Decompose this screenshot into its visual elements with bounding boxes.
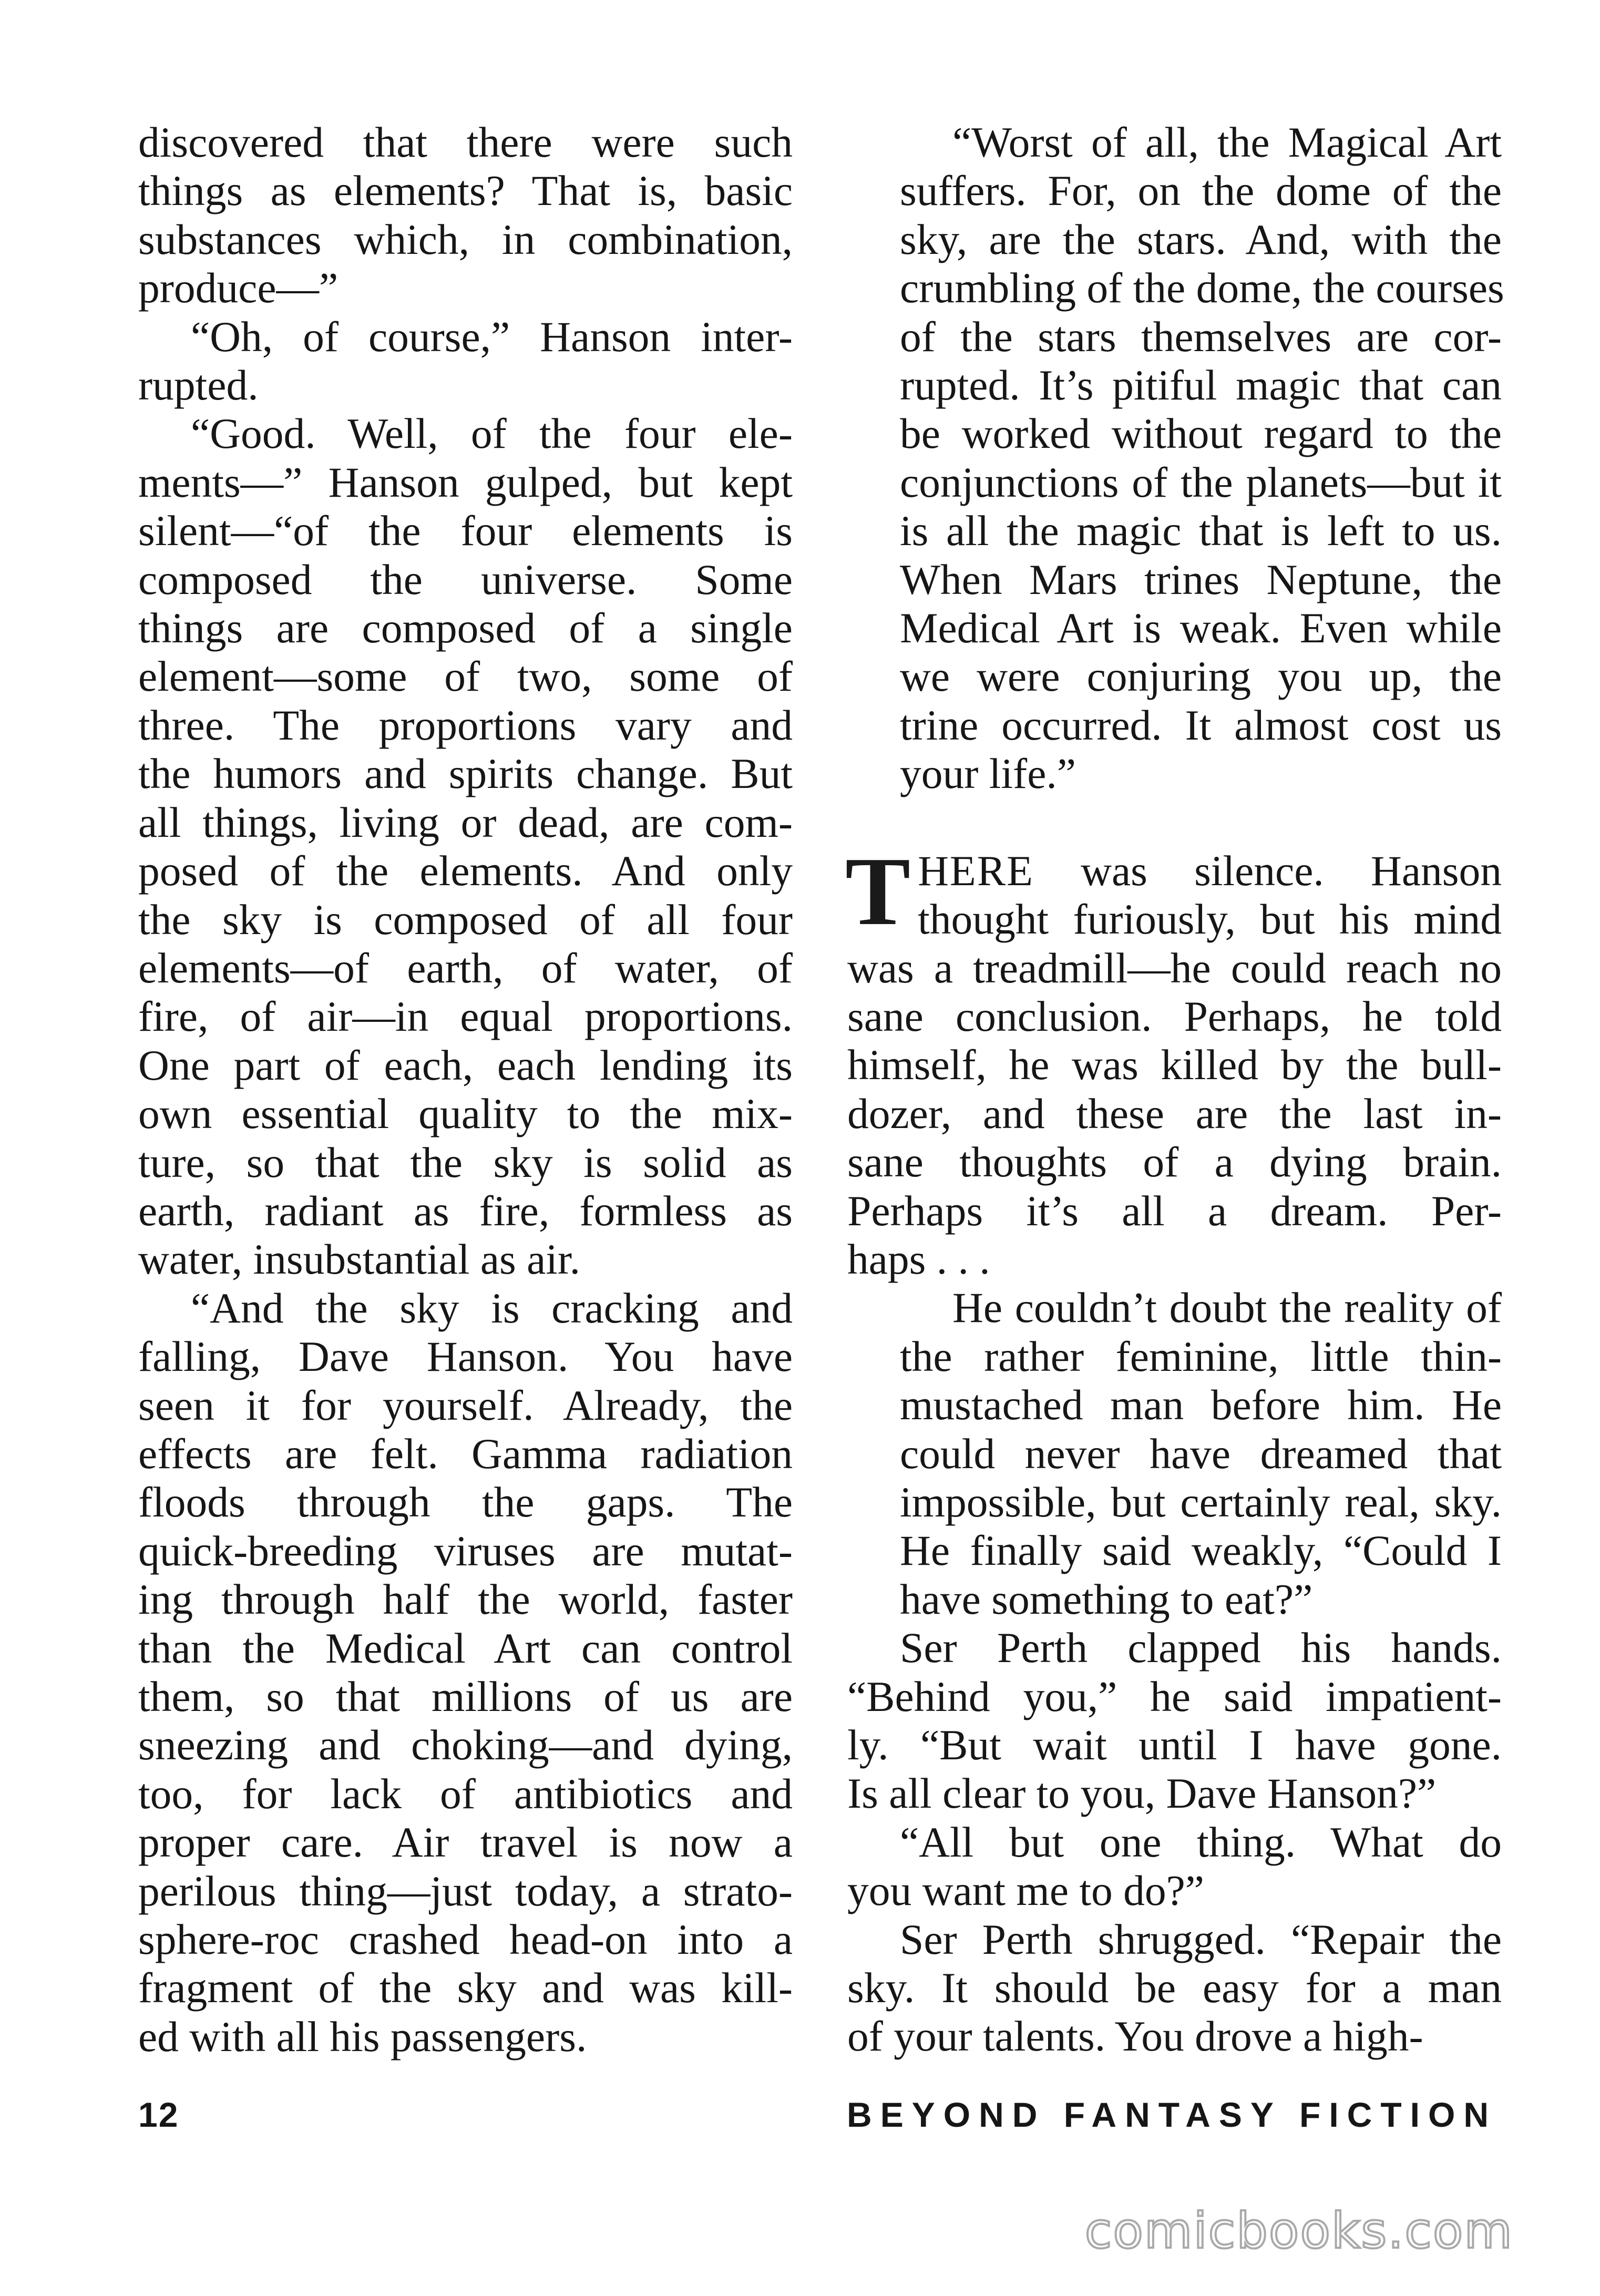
paragraph xyxy=(847,1284,1502,1624)
text-line: than the Medical Art can control xyxy=(138,1624,793,1672)
paragraph xyxy=(847,1818,1502,1915)
text-line: be worked without regard to the xyxy=(900,409,1502,458)
text-line: sphere-roc crashed head-on into a xyxy=(138,1915,793,1964)
text-line: sky. It should be easy for a man xyxy=(847,1964,1502,2012)
text-line: silent—“of the four elements is xyxy=(138,507,793,555)
text-line: effects are felt. Gamma radiation xyxy=(138,1429,793,1478)
text-line: He finally said weakly, “Could I xyxy=(900,1526,1502,1575)
text-line: the rather feminine, little thin- xyxy=(900,1332,1502,1380)
text-line: Ser Perth shrugged. “Repair the xyxy=(900,1915,1502,1963)
text-line xyxy=(847,847,1502,895)
text-line: perilous thing—just today, a strato- xyxy=(138,1867,793,1915)
text-line: Is all clear to you, Dave Hanson?” xyxy=(847,1769,1437,1818)
text-line: trine occurred. It almost cost us xyxy=(900,701,1502,749)
text-line: elements—of earth, of water, of xyxy=(138,944,793,992)
text-line: of the stars themselves are cor- xyxy=(900,312,1502,361)
text-line: earth, radiant as fire, formless as xyxy=(138,1186,793,1235)
right-text-column xyxy=(847,118,1502,2061)
text-line: seen it for yourself. Already, the xyxy=(138,1381,793,1429)
text-line: ture, so that the sky is solid as xyxy=(138,1138,793,1186)
text-line: He couldn’t doubt the reality of xyxy=(952,1284,1502,1332)
right-column-opening xyxy=(847,118,1502,798)
text-line: rupted. xyxy=(138,361,259,409)
text-line: himself, he was killed by the bull- xyxy=(847,1041,1502,1089)
text-line: mustached man before him. He xyxy=(900,1381,1502,1429)
text-line: One part of each, each lending its xyxy=(138,1041,793,1089)
paragraph xyxy=(847,1624,1502,1818)
text-line: discovered that there were such xyxy=(138,118,793,166)
text-line: ly. “But wait until I have gone. xyxy=(847,1721,1502,1769)
text-line: have something to eat?” xyxy=(900,1575,1313,1623)
text-line: Medical Art is weak. Even while xyxy=(900,604,1502,652)
section-opening-rest: was silence. Hanson xyxy=(1033,846,1502,895)
text-line: falling, Dave Hanson. You have xyxy=(138,1332,793,1381)
text-line: sane thoughts of a dying brain. xyxy=(847,1138,1502,1186)
text-line: sneezing and choking—and dying, xyxy=(138,1721,793,1769)
text-line: proper care. Air travel is now a xyxy=(138,1818,793,1867)
paragraph xyxy=(138,409,793,1284)
text-line: fire, of air—in equal proportions. xyxy=(138,992,793,1041)
text-line: sky, are the stars. And, with the xyxy=(900,215,1502,263)
text-line: posed of the elements. And only xyxy=(138,847,793,895)
right-column-continuation xyxy=(847,1284,1502,2061)
text-line: haps . . . xyxy=(847,1235,990,1283)
text-line: “All but one thing. What do xyxy=(900,1818,1502,1866)
text-line: substances which, in combination, xyxy=(138,215,793,263)
text-line: of your talents. You drove a high- xyxy=(847,2012,1423,2061)
text-line: “Oh, of course,” Hanson inter- xyxy=(191,312,793,361)
text-line: things as elements? That is, basic xyxy=(138,167,793,215)
text-line: composed the universe. Some xyxy=(138,555,793,603)
paragraph xyxy=(138,1284,793,2062)
text-line: ments—” Hanson gulped, but kept xyxy=(138,458,793,506)
text-line: you want me to do?” xyxy=(847,1867,1204,1915)
text-line: could never have dreamed that xyxy=(900,1429,1502,1478)
text-line: element—some of two, some of xyxy=(138,652,793,701)
paragraph xyxy=(138,313,793,410)
text-line: sane conclusion. Perhaps, he told xyxy=(847,992,1502,1040)
text-line: conjunctions of the planets—but it xyxy=(900,458,1502,506)
section-opening-caps: HERE xyxy=(918,846,1034,895)
text-line: fragment of the sky and was kill- xyxy=(138,1964,793,2012)
text-line: “Worst of all, the Magical Art xyxy=(952,118,1502,166)
text-line: rupted. It’s pitiful magic that can xyxy=(900,361,1502,409)
text-line: thought furiously, but his mind xyxy=(918,895,1502,944)
text-line: too, for lack of antibiotics and xyxy=(138,1769,793,1818)
text-line: suffers. For, on the dome of the xyxy=(900,167,1502,215)
text-line: Perhaps it’s all a dream. Per- xyxy=(847,1186,1502,1235)
text-line: them, so that millions of us are xyxy=(138,1673,793,1720)
page-footer xyxy=(138,2095,1497,2142)
site-watermark: comicbooks.com xyxy=(1084,2202,1513,2260)
text-line: three. The proportions vary and xyxy=(138,701,793,749)
text-line: crumbling of the dome, the courses xyxy=(900,264,1504,312)
drop-cap: T xyxy=(845,837,911,946)
text-line: produce—” xyxy=(138,264,339,312)
text-line: impossible, but certainly real, sky. xyxy=(900,1478,1502,1526)
text-line: your life.” xyxy=(900,750,1076,798)
text-line: things are composed of a single xyxy=(138,604,793,652)
text-line: floods through the gaps. The xyxy=(138,1478,793,1526)
text-line: water, insubstantial as air. xyxy=(138,1235,580,1284)
text-line: we were conjuring you up, the xyxy=(900,652,1502,701)
text-line: own essential quality to the mix- xyxy=(138,1090,793,1138)
magazine-title: BEYOND FANTASY FICTION xyxy=(847,2095,1497,2134)
paragraph xyxy=(138,118,793,313)
text-line: When Mars trines Neptune, the xyxy=(900,555,1502,603)
section-break xyxy=(847,798,1502,847)
paragraph xyxy=(847,118,1502,798)
text-line: Ser Perth clapped his hands. xyxy=(900,1624,1502,1672)
text-line: the humors and spirits change. But xyxy=(138,750,793,798)
section-lines xyxy=(847,944,1502,1284)
text-line: “Behind you,” he said impatient- xyxy=(847,1672,1502,1720)
paragraph xyxy=(847,1915,1502,2061)
text-line: “Good. Well, of the four ele- xyxy=(191,409,793,458)
text-line: was a treadmill—he could reach no xyxy=(847,944,1502,992)
text-line: “And the sky is cracking and xyxy=(191,1284,793,1332)
page-number: 12 xyxy=(138,2095,179,2134)
text-line: ing through half the world, faster xyxy=(138,1575,793,1624)
left-text-column xyxy=(138,118,793,2061)
text-line: dozer, and these are the last in- xyxy=(847,1089,1502,1137)
text-line: quick-breeding viruses are mutat- xyxy=(138,1526,793,1575)
text-line: ed with all his passengers. xyxy=(138,2012,587,2061)
text-line: the sky is composed of all four xyxy=(138,895,793,944)
section-opening-paragraph xyxy=(845,837,1502,1284)
text-line: all things, living or dead, are com- xyxy=(138,798,793,846)
text-line: is all the magic that is left to us. xyxy=(900,507,1502,555)
